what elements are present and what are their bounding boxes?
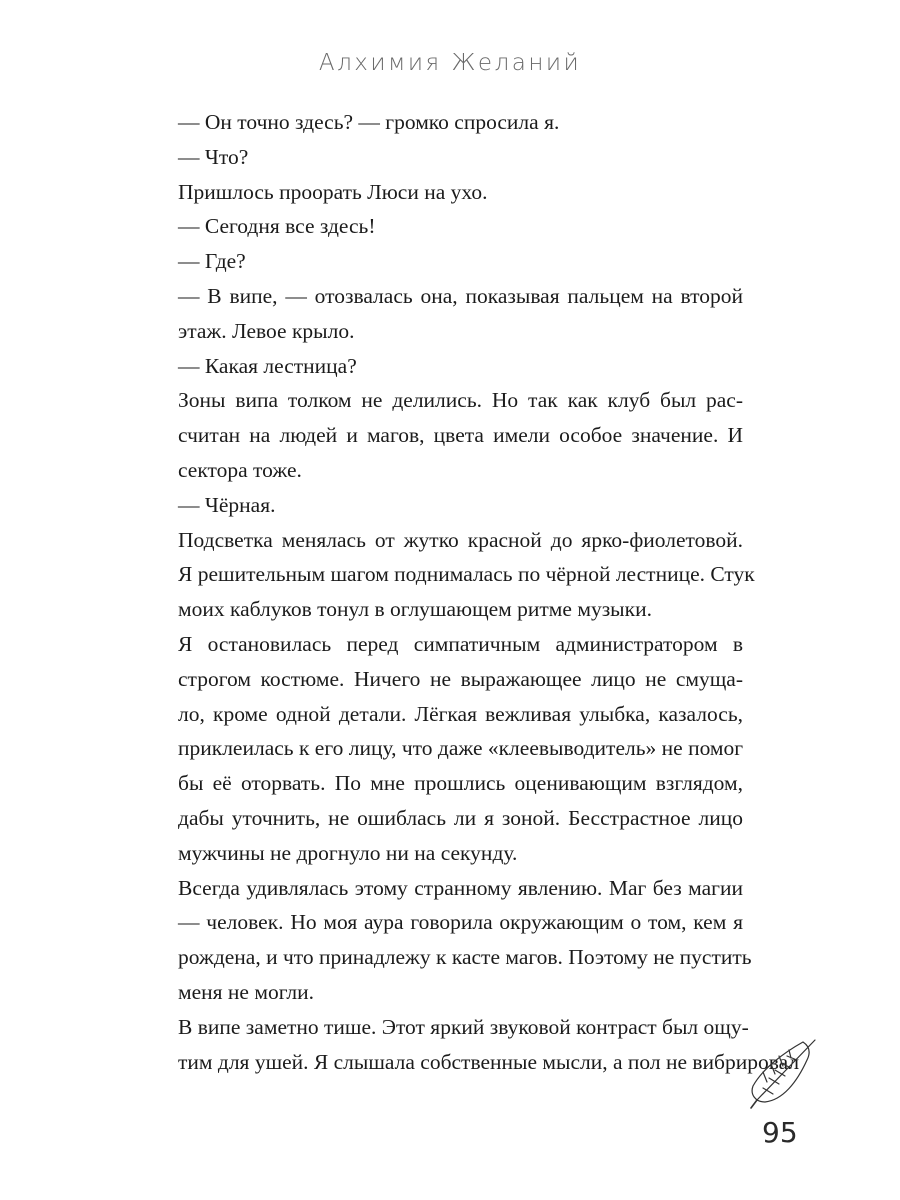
text-line: этаж. Левое крыло. <box>178 318 355 343</box>
text-line: мужчины не дрогнуло ни на секунду. <box>178 840 518 865</box>
text-line: — человек. Но моя аура говорила окружающим о том, кем я <box>178 910 743 935</box>
text-line: тим для ушей. Я слышала собственные мысли, а пол не вибрировал <box>178 1049 800 1074</box>
text-line: Я остановилась перед симпатичным администратором в <box>178 631 743 656</box>
text-line: моих каблуков тонул в оглушающем ритме музыки. <box>178 597 652 622</box>
text-line: — В випе, — отозвалась она, показывая пальцем на второй <box>178 283 743 308</box>
feather-icon <box>745 1038 820 1110</box>
text-line: — Какая лестница? <box>178 353 357 378</box>
page-number: 95 <box>762 1116 798 1149</box>
text-line: приклеилась к его лицу, что даже «клеевыводитель» не помог <box>178 736 744 761</box>
text-line: — Что? <box>178 144 249 169</box>
text-line: меня не могли. <box>178 979 315 1004</box>
text-line: Всегда удивлялась этому странному явлению. Маг без магии <box>178 875 743 900</box>
text-line: — Чёрная. <box>178 492 276 517</box>
text-line: строгом костюме. Ничего не выражающее лицо не смуща- <box>178 666 743 691</box>
text-line: бы её оторвать. По мне прошлись оценивающим взглядом, <box>178 771 743 796</box>
text-line: — Где? <box>178 249 246 274</box>
text-line: дабы уточнить, не ошиблась ли я зоной. Бесстрастное лицо <box>178 805 743 830</box>
text-line: — Он точно здесь? — громко спросила я. <box>178 110 560 134</box>
text-line: ло, кроме одной детали. Лёгкая вежливая улыбка, казалось, <box>178 701 743 726</box>
running-title: Алхимия Желаний <box>318 50 582 76</box>
text-line: — Сегодня все здесь! <box>178 214 376 239</box>
text-line: В випе заметно тише. Этот яркий звуковой контраст был ощу- <box>178 1014 749 1039</box>
text-line: Подсветка менялась от жутко красной до ярко-фиолетовой. <box>178 527 743 552</box>
text-line: Зоны випа толком не делились. Но так как клуб был рас- <box>178 388 743 413</box>
text-line: Я решительным шагом поднималась по чёрной лестнице. Стук <box>178 562 755 587</box>
text-line: сектора тоже. <box>178 457 302 482</box>
text-line: считан на людей и магов, цвета имели особое значение. И <box>178 423 743 448</box>
text-line: рождена, и что принадлежу к касте магов. Поэтому не пустить <box>178 945 752 970</box>
body-text <box>178 105 800 1079</box>
text-line: Пришлось проорать Люси на ухо. <box>178 179 488 204</box>
